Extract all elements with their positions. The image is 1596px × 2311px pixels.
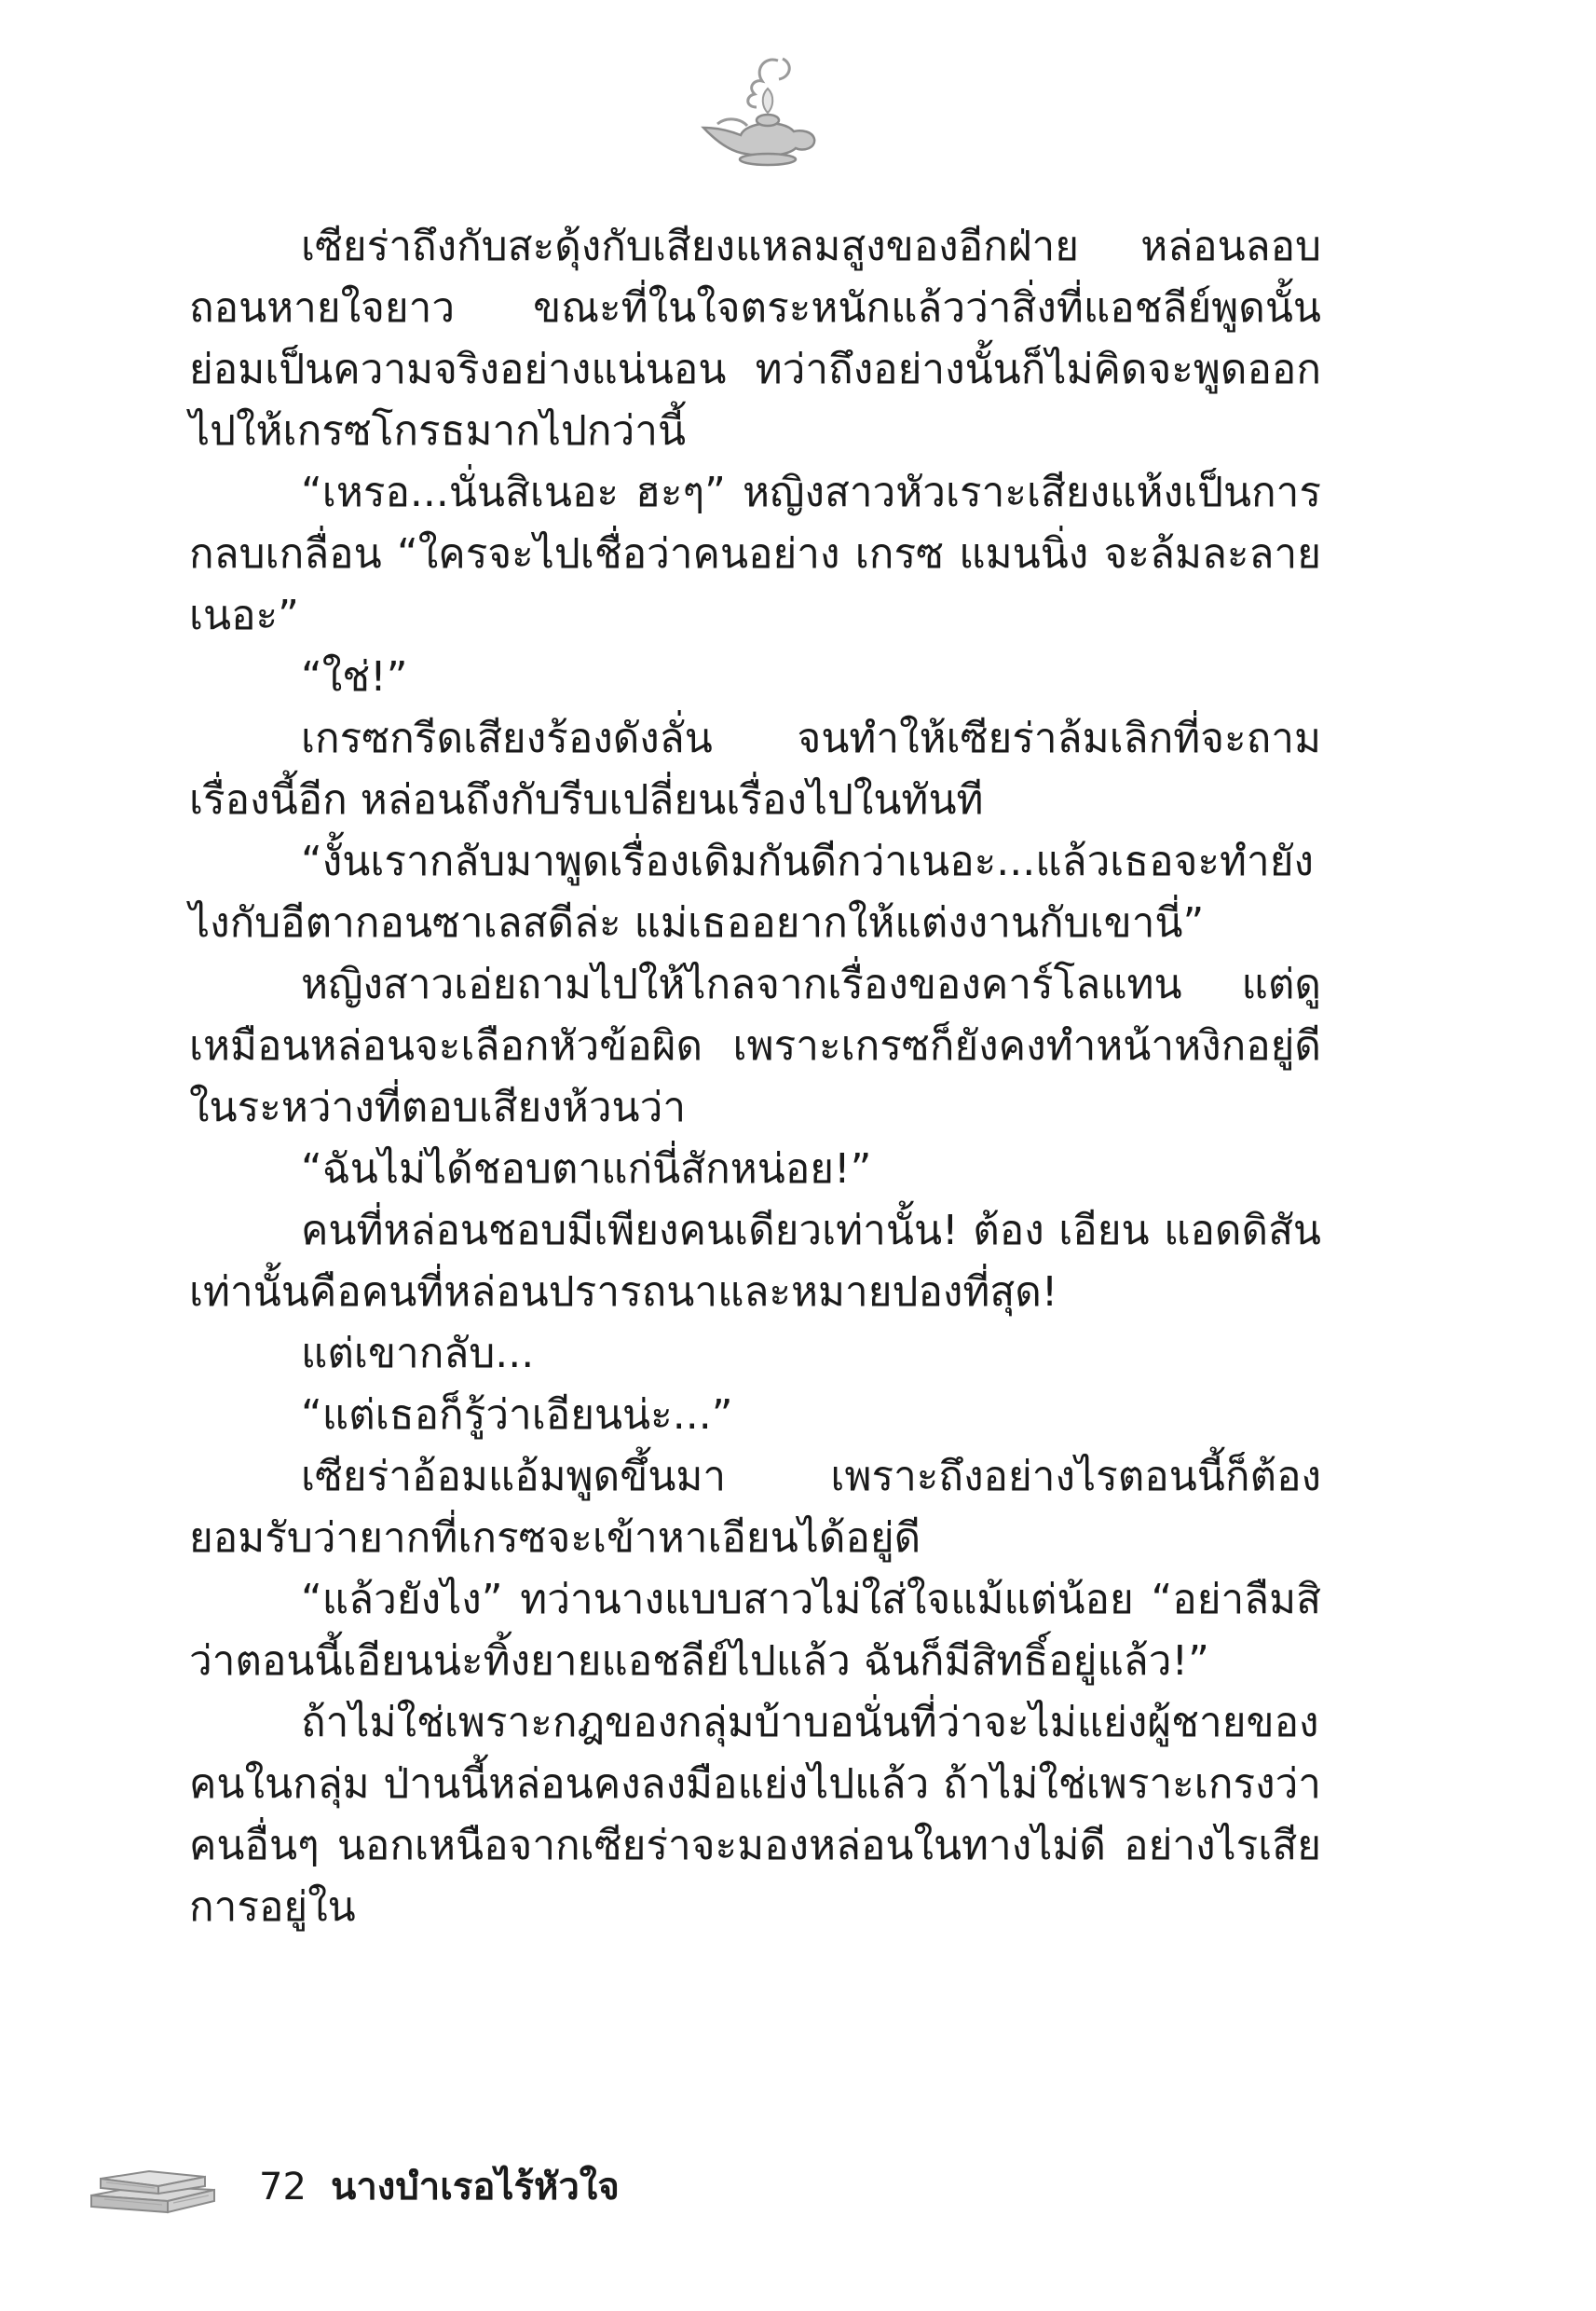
paragraph: “แล้วยังไง” ทว่านางแบบสาวไม่ใส่ใจแม้แต่น้อย “อย่าลืมสิว่าตอนนี้เอียนน่ะทิ้งยายแอชลีย์ไปแล้ว ฉันก็มีสิทธิ์อยู่แล้ว!” (189, 1576, 1321, 1685)
book-title: นางบำเรอไร้หัวใจ (331, 2166, 620, 2208)
paragraph: เกรซกรีดเสียงร้องดังลั่น จนทำให้เซียร่าล้มเลิกที่จะถามเรื่องนี้อีก หล่อนถึงกับรีบเปลี่ยนเรื่องไปในทันที (189, 715, 1321, 824)
paragraph: “ใช่!” (301, 653, 408, 701)
paragraph: “งั้นเรากลับมาพูดเรื่องเดิมกันดีกว่าเนอะ...แล้วเธอจะทำยังไงกับอีตากอนซาเลสดีล่ะ แม่เธออยากให้แต่งงานกับเขานี่” (189, 838, 1314, 947)
paragraph: หญิงสาวเอ่ยถามไปให้ไกลจากเรื่องของคาร์โลแทน แต่ดูเหมือนหล่อนจะเลือกหัวข้อผิด เพราะเกรซก็ยังคงทำหน้าหงิกอยู่ดีในระหว่างที่ตอบเสียงห้วนว่า (189, 961, 1321, 1131)
page-number: 72 (259, 2166, 307, 2208)
paragraph: ถ้าไม่ใช่เพราะกฎของกลุ่มบ้าบอนั่นที่ว่าจะไม่แย่งผู้ชายของคนในกลุ่ม ป่านนี้หล่อนคงลงมือแย่งไปแล้ว ถ้าไม่ใช่เพราะเกรงว่าคนอื่นๆ นอกเหนือจากเซียร่าจะมองหล่อนในทางไม่ดี อย่างไรเสียการอยู่ใน (189, 1699, 1321, 1931)
stacked-books-icon (84, 2158, 224, 2216)
paragraph: คนที่หล่อนชอบมีเพียงคนเดียวเท่านั้น! ต้อง เอียน แอดดิสัน เท่านั้นคือคนที่หล่อนปรารถนาและหมายปองที่สุด! (189, 1207, 1321, 1316)
main-text-block (189, 216, 1321, 1938)
paragraph: “แต่เธอก็รู้ว่าเอียนน่ะ...” (301, 1391, 733, 1439)
page-footer (84, 2158, 829, 2223)
magic-lamp-icon (689, 51, 829, 168)
paragraph: “เหรอ...นั่นสิเนอะ ฮะๆ” หญิงสาวหัวเราะเสียงแห้งเป็นการกลบเกลื่อน “ใครจะไปเชื่อว่าคนอย่าง เกรซ แมนนิ่ง จะล้มละลายเนอะ” (189, 469, 1321, 639)
paragraph: เซียร่าถึงกับสะดุ้งกับเสียงแหลมสูงของอีกฝ่าย หล่อนลอบถอนหายใจยาว ขณะที่ในใจตระหนักแล้วว่าสิ่งที่แอชลีย์พูดนั้นย่อมเป็นความจริงอย่างแน่นอน ทว่าถึงอย่างนั้นก็ไม่คิดจะพูดออกไปให้เกรซโกรธมากไปกว่านี้ (189, 223, 1321, 455)
paragraph: แต่เขากลับ... (301, 1330, 535, 1377)
paragraph: เซียร่าอ้อมแอ้มพูดขึ้นมา เพราะถึงอย่างไรตอนนี้ก็ต้องยอมรับว่ายากที่เกรซจะเข้าหาเอียนได้อยู่ดี (189, 1453, 1321, 1562)
paragraph: “ฉันไม่ได้ชอบตาแก่นี่สักหน่อย!” (301, 1145, 872, 1193)
